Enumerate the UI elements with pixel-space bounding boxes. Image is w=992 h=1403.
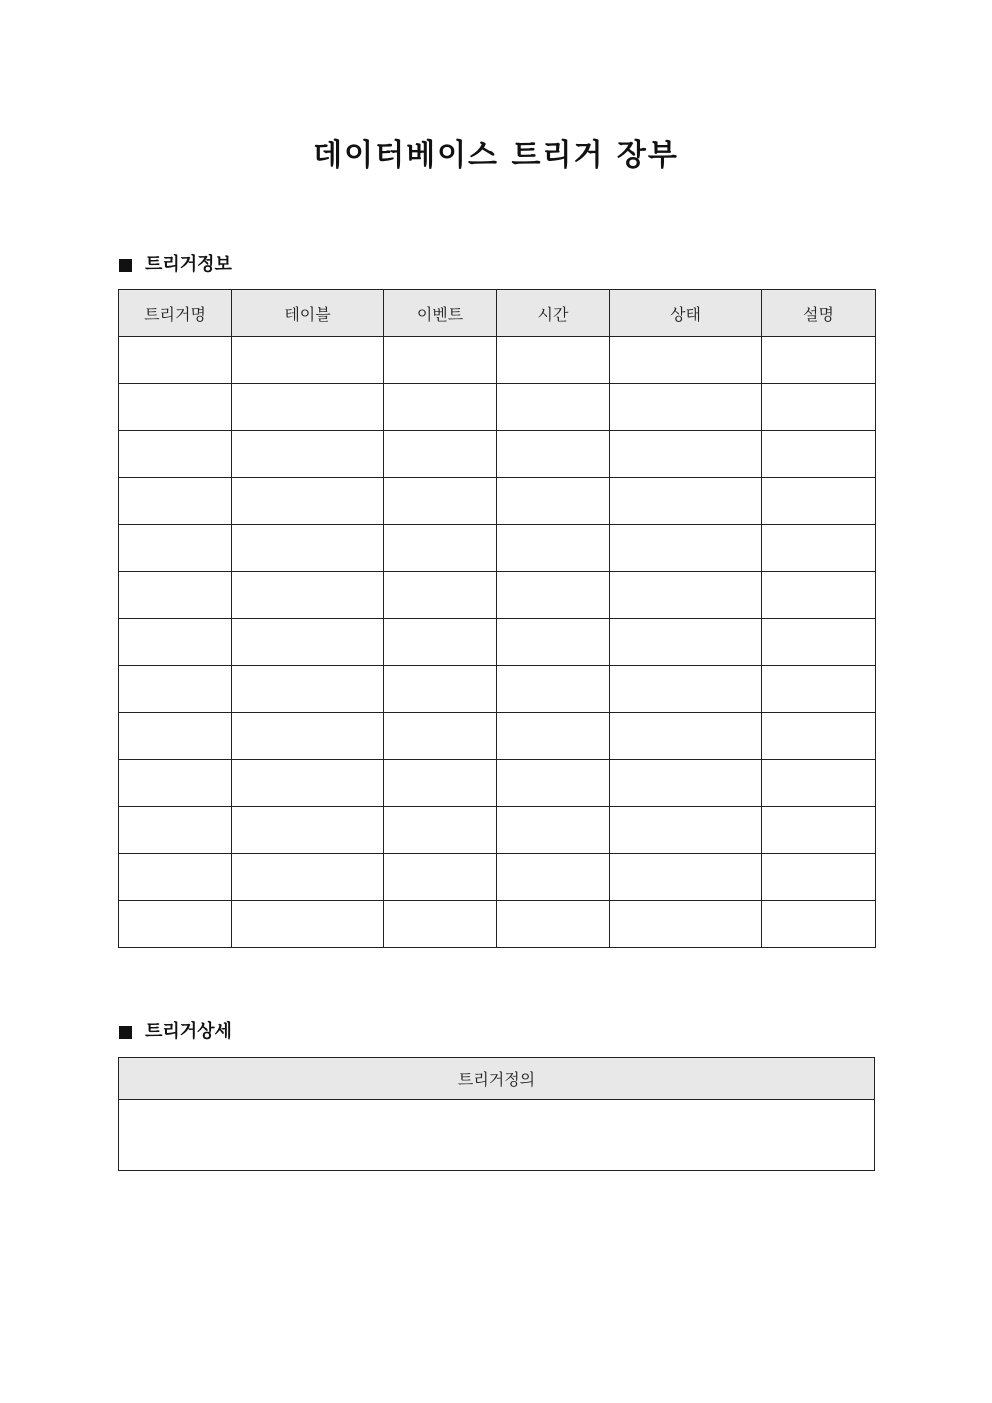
status-cell[interactable] — [610, 666, 762, 713]
event-cell[interactable] — [384, 901, 497, 948]
table-header-row — [119, 290, 876, 337]
trigger-name-cell[interactable] — [119, 713, 232, 760]
event-cell[interactable] — [384, 572, 497, 619]
description-cell[interactable] — [762, 760, 876, 807]
time-cell[interactable] — [497, 384, 610, 431]
table-row — [119, 713, 876, 760]
table-cell[interactable] — [232, 572, 384, 619]
table-row — [119, 854, 876, 901]
status-cell[interactable] — [610, 854, 762, 901]
trigger-definition-cell[interactable] — [119, 1100, 875, 1171]
section-heading-trigger-detail — [119, 1019, 232, 1045]
trigger-name-cell[interactable] — [119, 478, 232, 525]
time-cell[interactable] — [497, 901, 610, 948]
square-bullet-icon — [119, 259, 132, 272]
event-cell[interactable] — [384, 713, 497, 760]
time-cell[interactable] — [497, 478, 610, 525]
column-header-trigger-definition: 트리거정의 — [119, 1058, 875, 1100]
table-cell[interactable] — [232, 854, 384, 901]
event-cell[interactable] — [384, 384, 497, 431]
column-header-event: 이벤트 — [384, 290, 497, 337]
section-heading-label: 트리거상세 — [145, 1021, 232, 1042]
table-cell[interactable] — [232, 619, 384, 666]
event-cell[interactable] — [384, 478, 497, 525]
time-cell[interactable] — [497, 337, 610, 384]
table-row — [119, 525, 876, 572]
table-cell[interactable] — [232, 337, 384, 384]
table-cell[interactable] — [232, 760, 384, 807]
table-row — [119, 760, 876, 807]
description-cell[interactable] — [762, 525, 876, 572]
status-cell[interactable] — [610, 760, 762, 807]
description-cell[interactable] — [762, 854, 876, 901]
trigger-name-cell[interactable] — [119, 619, 232, 666]
status-cell[interactable] — [610, 478, 762, 525]
status-cell[interactable] — [610, 337, 762, 384]
table-cell[interactable] — [232, 384, 384, 431]
square-bullet-icon — [119, 1026, 132, 1039]
status-cell[interactable] — [610, 572, 762, 619]
trigger-name-cell[interactable] — [119, 901, 232, 948]
trigger-info-table — [118, 289, 876, 948]
status-cell[interactable] — [610, 713, 762, 760]
event-cell[interactable] — [384, 337, 497, 384]
table-row — [119, 666, 876, 713]
trigger-name-cell[interactable] — [119, 760, 232, 807]
column-header-table: 테이블 — [232, 290, 384, 337]
table-cell[interactable] — [232, 431, 384, 478]
table-cell[interactable] — [232, 525, 384, 572]
time-cell[interactable] — [497, 666, 610, 713]
description-cell[interactable] — [762, 619, 876, 666]
status-cell[interactable] — [610, 901, 762, 948]
status-cell[interactable] — [610, 525, 762, 572]
description-cell[interactable] — [762, 572, 876, 619]
section-heading-label: 트리거정보 — [145, 254, 232, 275]
status-cell[interactable] — [610, 384, 762, 431]
table-row — [119, 901, 876, 948]
table-header-row — [119, 1058, 875, 1100]
table-cell[interactable] — [232, 478, 384, 525]
trigger-detail-table — [118, 1057, 875, 1171]
trigger-name-cell[interactable] — [119, 525, 232, 572]
time-cell[interactable] — [497, 807, 610, 854]
column-header-description: 설명 — [762, 290, 876, 337]
trigger-name-cell[interactable] — [119, 666, 232, 713]
trigger-name-cell[interactable] — [119, 854, 232, 901]
event-cell[interactable] — [384, 619, 497, 666]
description-cell[interactable] — [762, 901, 876, 948]
event-cell[interactable] — [384, 760, 497, 807]
trigger-name-cell[interactable] — [119, 384, 232, 431]
table-cell[interactable] — [232, 901, 384, 948]
time-cell[interactable] — [497, 572, 610, 619]
time-cell[interactable] — [497, 619, 610, 666]
table-cell[interactable] — [232, 807, 384, 854]
time-cell[interactable] — [497, 713, 610, 760]
time-cell[interactable] — [497, 431, 610, 478]
time-cell[interactable] — [497, 525, 610, 572]
table-cell[interactable] — [232, 713, 384, 760]
section-heading-trigger-info — [119, 252, 232, 278]
event-cell[interactable] — [384, 431, 497, 478]
table-row — [119, 807, 876, 854]
description-cell[interactable] — [762, 807, 876, 854]
table-row — [119, 619, 876, 666]
status-cell[interactable] — [610, 619, 762, 666]
table-row — [119, 1100, 875, 1171]
description-cell[interactable] — [762, 713, 876, 760]
trigger-name-cell[interactable] — [119, 431, 232, 478]
trigger-info-body — [119, 337, 876, 948]
trigger-name-cell[interactable] — [119, 572, 232, 619]
description-cell[interactable] — [762, 384, 876, 431]
table-cell[interactable] — [232, 666, 384, 713]
description-cell[interactable] — [762, 478, 876, 525]
description-cell[interactable] — [762, 666, 876, 713]
event-cell[interactable] — [384, 666, 497, 713]
table-row — [119, 337, 876, 384]
time-cell[interactable] — [497, 854, 610, 901]
event-cell[interactable] — [384, 807, 497, 854]
event-cell[interactable] — [384, 525, 497, 572]
column-header-time: 시간 — [497, 290, 610, 337]
table-row — [119, 572, 876, 619]
table-row — [119, 478, 876, 525]
column-header-trigger-name: 트리거명 — [119, 290, 232, 337]
status-cell[interactable] — [610, 431, 762, 478]
trigger-name-cell[interactable] — [119, 337, 232, 384]
event-cell[interactable] — [384, 854, 497, 901]
document-title: 데이터베이스 트리거 장부 — [313, 138, 679, 173]
table-row — [119, 431, 876, 478]
status-cell[interactable] — [610, 807, 762, 854]
trigger-name-cell[interactable] — [119, 807, 232, 854]
column-header-status: 상태 — [610, 290, 762, 337]
table-row — [119, 384, 876, 431]
time-cell[interactable] — [497, 760, 610, 807]
description-cell[interactable] — [762, 431, 876, 478]
description-cell[interactable] — [762, 337, 876, 384]
